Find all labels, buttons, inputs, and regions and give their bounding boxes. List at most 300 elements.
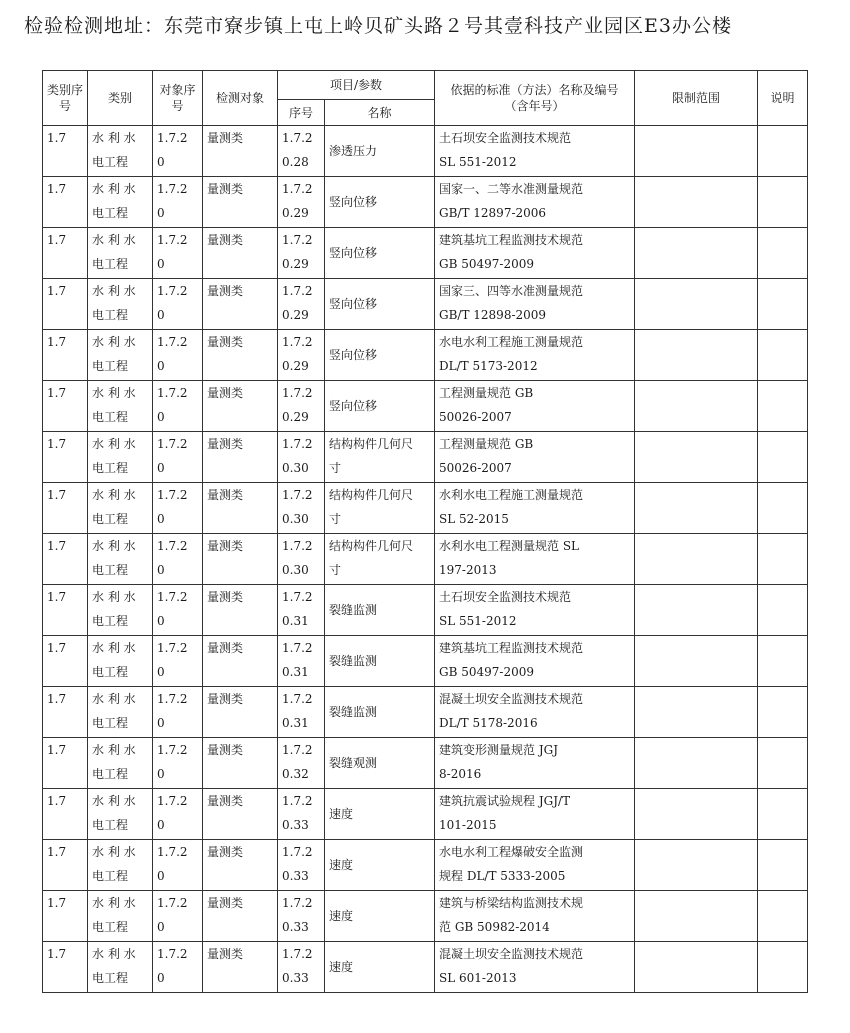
cell-line: 速度: [329, 960, 354, 974]
cell-line: 水 利 水: [92, 845, 136, 859]
object-no-cell: [153, 942, 203, 993]
cell-line: 水 利 水: [92, 488, 136, 502]
cell-line: 0.31: [282, 665, 309, 679]
cell-line: DL/T 5173-2012: [439, 359, 538, 373]
cell-line: 水 利 水: [92, 335, 136, 349]
cell-line: 1.7.2: [157, 947, 188, 961]
cell-line: 1.7.2: [157, 845, 188, 859]
header-object: 检测对象: [203, 71, 278, 126]
cell-line: 1.7.2: [282, 539, 313, 553]
cell-line: 1.7.2: [157, 233, 188, 247]
cell-line: 水利水电工程施工测量规范: [439, 488, 584, 502]
note-cell: [758, 891, 808, 942]
cell-line: 1.7: [47, 539, 67, 553]
item-no-cell: [278, 432, 325, 483]
cell-line: 量测类: [207, 437, 244, 451]
object-cell: [203, 534, 278, 585]
cell-line: 水 利 水: [92, 896, 136, 910]
note-cell: [758, 330, 808, 381]
table-row: [43, 228, 808, 279]
cell-line: 范 GB 50982-2014: [439, 920, 550, 934]
standard-cell: [435, 381, 635, 432]
table-row: [43, 330, 808, 381]
table-row: [43, 534, 808, 585]
cell-line: 水 利 水: [92, 743, 136, 757]
cell-line: 101-2015: [439, 818, 497, 832]
cell-line: 水电水利工程施工测量规范: [439, 335, 584, 349]
cell-line: 水 利 水: [92, 437, 136, 451]
cell-line: 0.30: [282, 461, 309, 475]
table-row: [43, 738, 808, 789]
cell-line: 竖向位移: [329, 195, 378, 209]
table-row: [43, 279, 808, 330]
note-cell: [758, 942, 808, 993]
table-row: [43, 381, 808, 432]
category-cell: [88, 636, 153, 687]
item-name-cell: [325, 228, 435, 279]
item-name-cell: [325, 789, 435, 840]
category-cell: [88, 177, 153, 228]
cell-line: 水 利 水: [92, 590, 136, 604]
object-no-cell: [153, 177, 203, 228]
cell-line: 0: [157, 920, 165, 934]
cell-line: 1.7.2: [282, 896, 313, 910]
cell-line: 0.32: [282, 767, 309, 781]
note-cell: [758, 126, 808, 177]
item-no-cell: [278, 942, 325, 993]
cell-line: 1.7.2: [157, 743, 188, 757]
cell-line: 电工程: [92, 257, 129, 271]
category-no-cell: [43, 228, 88, 279]
cell-line: 0: [157, 614, 165, 628]
cell-line: 裂缝观测: [329, 756, 378, 770]
cell-line: 结构构件几何尺: [329, 488, 414, 502]
cell-line: 0: [157, 359, 165, 373]
cell-line: 混凝土坝安全监测技术规范: [439, 947, 584, 961]
cell-line: 工程测量规范 GB: [439, 437, 534, 451]
object-cell: [203, 687, 278, 738]
cell-line: 1.7.2: [157, 896, 188, 910]
item-no-cell: [278, 687, 325, 738]
table-row: [43, 687, 808, 738]
category-cell: [88, 942, 153, 993]
category-cell: [88, 840, 153, 891]
note-cell: [758, 177, 808, 228]
category-no-cell: [43, 840, 88, 891]
cell-line: 0: [157, 818, 165, 832]
cell-line: 水 利 水: [92, 794, 136, 808]
cell-line: 0.29: [282, 308, 309, 322]
cell-line: GB/T 12897-2006: [439, 206, 547, 220]
cell-line: 水利水电工程测量规范 SL: [439, 539, 580, 553]
cell-line: 0.31: [282, 614, 309, 628]
object-cell: [203, 483, 278, 534]
cell-line: 建筑抗震试验规程 JGJ/T: [439, 794, 571, 808]
object-no-cell: [153, 687, 203, 738]
cell-line: 水 利 水: [92, 386, 136, 400]
object-no-cell: [153, 585, 203, 636]
cell-line: 量测类: [207, 539, 244, 553]
cell-line: 1.7: [47, 896, 67, 910]
object-no-cell: [153, 381, 203, 432]
cell-line: 0: [157, 257, 165, 271]
cell-line: 0.33: [282, 818, 309, 832]
object-no-cell: [153, 228, 203, 279]
cell-line: 1.7.2: [282, 233, 313, 247]
standard-cell: [435, 432, 635, 483]
item-no-cell: [278, 534, 325, 585]
object-no-cell: [153, 483, 203, 534]
cell-line: 水 利 水: [92, 947, 136, 961]
cell-line: 1.7: [47, 284, 67, 298]
table-row: [43, 891, 808, 942]
category-cell: [88, 891, 153, 942]
table-row: [43, 789, 808, 840]
cell-line: 0: [157, 461, 165, 475]
category-cell: [88, 738, 153, 789]
cell-line: 竖向位移: [329, 348, 378, 362]
cell-line: 1.7: [47, 845, 67, 859]
cell-line: 量测类: [207, 233, 244, 247]
cell-line: 竖向位移: [329, 399, 378, 413]
limit-cell: [635, 330, 758, 381]
standard-cell: [435, 789, 635, 840]
cell-line: 竖向位移: [329, 297, 378, 311]
standard-cell: [435, 279, 635, 330]
item-name-cell: [325, 840, 435, 891]
cell-line: 工程测量规范 GB: [439, 386, 534, 400]
cell-line: 渗透压力: [329, 144, 378, 158]
cell-line: 量测类: [207, 794, 244, 808]
header-category: 类别: [88, 71, 153, 126]
cell-line: 水电水利工程爆破安全监测: [439, 845, 584, 859]
standard-cell: [435, 585, 635, 636]
object-cell: [203, 126, 278, 177]
object-cell: [203, 942, 278, 993]
cell-line: 量测类: [207, 131, 244, 145]
header-object-no: 对象序号: [153, 71, 203, 126]
object-cell: [203, 381, 278, 432]
item-no-cell: [278, 738, 325, 789]
table-row: [43, 942, 808, 993]
cell-line: 1.7.2: [282, 386, 313, 400]
cell-line: 电工程: [92, 818, 129, 832]
cell-line: 1.7: [47, 488, 67, 502]
item-no-cell: [278, 126, 325, 177]
object-no-cell: [153, 432, 203, 483]
item-name-cell: [325, 381, 435, 432]
cell-line: 1.7: [47, 335, 67, 349]
note-cell: [758, 840, 808, 891]
item-no-cell: [278, 228, 325, 279]
cell-line: 0: [157, 155, 165, 169]
standard-cell: [435, 636, 635, 687]
cell-line: 1.7.2: [157, 386, 188, 400]
limit-cell: [635, 381, 758, 432]
cell-line: 1.7: [47, 947, 67, 961]
cell-line: 1.7.2: [282, 284, 313, 298]
cell-line: 1.7.2: [282, 335, 313, 349]
standard-cell: [435, 891, 635, 942]
category-cell: [88, 789, 153, 840]
cell-line: 1.7.2: [157, 131, 188, 145]
cell-line: 1.7.2: [282, 182, 313, 196]
cell-line: 混凝土坝安全监测技术规范: [439, 692, 584, 706]
header-note: 说明: [758, 71, 808, 126]
cell-line: 1.7.2: [157, 539, 188, 553]
cell-line: GB 50497-2009: [439, 257, 535, 271]
limit-cell: [635, 483, 758, 534]
category-no-cell: [43, 585, 88, 636]
cell-line: 电工程: [92, 461, 129, 475]
cell-line: 1.7: [47, 131, 67, 145]
object-no-cell: [153, 534, 203, 585]
category-cell: [88, 279, 153, 330]
header-category-no: 类别序号: [43, 71, 88, 126]
cell-line: 电工程: [92, 920, 129, 934]
cell-line: 1.7: [47, 641, 67, 655]
cell-line: 0.29: [282, 257, 309, 271]
cell-line: 水 利 水: [92, 539, 136, 553]
cell-line: 50026-2007: [439, 461, 512, 475]
cell-line: 1.7: [47, 233, 67, 247]
note-cell: [758, 483, 808, 534]
item-name-cell: [325, 483, 435, 534]
table-row: [43, 840, 808, 891]
cell-line: 量测类: [207, 182, 244, 196]
cell-line: 0: [157, 410, 165, 424]
item-name-cell: [325, 534, 435, 585]
qualification-table: [42, 70, 808, 993]
object-cell: [203, 789, 278, 840]
cell-line: SL 601-2013: [439, 971, 517, 985]
cell-line: 1.7.2: [157, 182, 188, 196]
item-no-cell: [278, 840, 325, 891]
cell-line: 电工程: [92, 563, 129, 577]
item-name-cell: [325, 891, 435, 942]
cell-line: 0.30: [282, 512, 309, 526]
cell-line: 量测类: [207, 641, 244, 655]
category-cell: [88, 483, 153, 534]
table-row: [43, 585, 808, 636]
category-cell: [88, 126, 153, 177]
cell-line: 1.7: [47, 590, 67, 604]
cell-line: 1.7.2: [282, 131, 313, 145]
item-no-cell: [278, 891, 325, 942]
item-name-cell: [325, 585, 435, 636]
category-no-cell: [43, 483, 88, 534]
cell-line: 水 利 水: [92, 284, 136, 298]
category-no-cell: [43, 330, 88, 381]
object-cell: [203, 585, 278, 636]
category-no-cell: [43, 279, 88, 330]
limit-cell: [635, 840, 758, 891]
cell-line: 水 利 水: [92, 131, 136, 145]
cell-line: 0: [157, 563, 165, 577]
category-no-cell: [43, 534, 88, 585]
cell-line: 1.7.2: [282, 947, 313, 961]
note-cell: [758, 585, 808, 636]
object-cell: [203, 738, 278, 789]
object-no-cell: [153, 330, 203, 381]
category-no-cell: [43, 432, 88, 483]
category-no-cell: [43, 789, 88, 840]
cell-line: 裂缝监测: [329, 603, 378, 617]
cell-line: 1.7.2: [157, 590, 188, 604]
cell-line: 电工程: [92, 155, 129, 169]
cell-line: 197-2013: [439, 563, 497, 577]
cell-line: GB 50497-2009: [439, 665, 535, 679]
cell-line: 0.29: [282, 410, 309, 424]
note-cell: [758, 738, 808, 789]
item-name-cell: [325, 279, 435, 330]
category-no-cell: [43, 381, 88, 432]
limit-cell: [635, 279, 758, 330]
cell-line: 电工程: [92, 614, 129, 628]
header-standard: 依据的标准（方法）名称及编号（含年号）: [435, 71, 635, 126]
cell-line: 寸: [329, 512, 342, 526]
note-cell: [758, 636, 808, 687]
item-name-cell: [325, 687, 435, 738]
cell-line: 1.7.2: [157, 335, 188, 349]
cell-line: 量测类: [207, 335, 244, 349]
page-title: 检验检测地址：东莞市寮步镇上屯上岭贝矿头路２号其壹科技产业园区E3办公楼: [24, 15, 732, 37]
item-name-cell: [325, 738, 435, 789]
limit-cell: [635, 636, 758, 687]
limit-cell: [635, 738, 758, 789]
cell-line: 电工程: [92, 308, 129, 322]
cell-line: 0.28: [282, 155, 309, 169]
standard-cell: [435, 126, 635, 177]
cell-line: 电工程: [92, 512, 129, 526]
standard-cell: [435, 687, 635, 738]
note-cell: [758, 228, 808, 279]
limit-cell: [635, 585, 758, 636]
standard-cell: [435, 738, 635, 789]
category-no-cell: [43, 687, 88, 738]
cell-line: 1.7.2: [282, 743, 313, 757]
cell-line: 50026-2007: [439, 410, 512, 424]
header-item-name: 名称: [325, 100, 435, 126]
cell-line: 1.7.2: [282, 692, 313, 706]
cell-line: 速度: [329, 858, 354, 872]
cell-line: 0: [157, 869, 165, 883]
object-no-cell: [153, 840, 203, 891]
object-no-cell: [153, 738, 203, 789]
object-no-cell: [153, 279, 203, 330]
cell-line: 1.7.2: [157, 794, 188, 808]
cell-line: 1.7: [47, 794, 67, 808]
cell-line: 量测类: [207, 284, 244, 298]
standard-cell: [435, 840, 635, 891]
limit-cell: [635, 942, 758, 993]
object-cell: [203, 891, 278, 942]
category-no-cell: [43, 891, 88, 942]
category-cell: [88, 534, 153, 585]
category-no-cell: [43, 942, 88, 993]
note-cell: [758, 534, 808, 585]
cell-line: 8-2016: [439, 767, 482, 781]
cell-line: 规程 DL/T 5333-2005: [439, 869, 566, 883]
cell-line: 水 利 水: [92, 641, 136, 655]
cell-line: 电工程: [92, 767, 129, 781]
category-cell: [88, 381, 153, 432]
table-row: [43, 126, 808, 177]
object-cell: [203, 330, 278, 381]
cell-line: 0: [157, 665, 165, 679]
cell-line: 量测类: [207, 947, 244, 961]
cell-line: 国家一、二等水准测量规范: [439, 182, 584, 196]
cell-line: 土石坝安全监测技术规范: [439, 131, 572, 145]
cell-line: 电工程: [92, 665, 129, 679]
cell-line: DL/T 5178-2016: [439, 716, 538, 730]
category-cell: [88, 330, 153, 381]
cell-line: 0.30: [282, 563, 309, 577]
cell-line: 寸: [329, 461, 342, 475]
item-no-cell: [278, 381, 325, 432]
object-no-cell: [153, 789, 203, 840]
object-no-cell: [153, 126, 203, 177]
cell-line: 1.7: [47, 437, 67, 451]
cell-line: 竖向位移: [329, 246, 378, 260]
cell-line: 速度: [329, 909, 354, 923]
item-no-cell: [278, 177, 325, 228]
cell-line: 电工程: [92, 971, 129, 985]
cell-line: 0.33: [282, 971, 309, 985]
cell-line: 水 利 水: [92, 182, 136, 196]
standard-cell: [435, 534, 635, 585]
header-item-param: 项目/参数: [278, 71, 435, 100]
item-no-cell: [278, 330, 325, 381]
header-item-no: 序号: [278, 100, 325, 126]
limit-cell: [635, 891, 758, 942]
limit-cell: [635, 687, 758, 738]
cell-line: 1.7.2: [282, 794, 313, 808]
cell-line: 建筑基坑工程监测技术规范: [439, 233, 584, 247]
cell-line: 速度: [329, 807, 354, 821]
cell-line: 电工程: [92, 206, 129, 220]
cell-line: 建筑基坑工程监测技术规范: [439, 641, 584, 655]
cell-line: 量测类: [207, 386, 244, 400]
item-no-cell: [278, 279, 325, 330]
limit-cell: [635, 534, 758, 585]
note-cell: [758, 687, 808, 738]
cell-line: 0: [157, 308, 165, 322]
cell-line: 0.29: [282, 206, 309, 220]
table-row: [43, 177, 808, 228]
item-name-cell: [325, 177, 435, 228]
note-cell: [758, 432, 808, 483]
category-no-cell: [43, 126, 88, 177]
cell-line: 1.7.2: [282, 488, 313, 502]
limit-cell: [635, 126, 758, 177]
cell-line: 裂缝监测: [329, 654, 378, 668]
item-no-cell: [278, 483, 325, 534]
item-name-cell: [325, 942, 435, 993]
cell-line: SL 52-2015: [439, 512, 509, 526]
cell-line: GB/T 12898-2009: [439, 308, 547, 322]
note-cell: [758, 381, 808, 432]
item-no-cell: [278, 636, 325, 687]
cell-line: 0: [157, 716, 165, 730]
cell-line: 0.33: [282, 869, 309, 883]
item-name-cell: [325, 330, 435, 381]
cell-line: 结构构件几何尺: [329, 437, 414, 451]
cell-line: 0.29: [282, 359, 309, 373]
cell-line: 国家三、四等水准测量规范: [439, 284, 584, 298]
standard-cell: [435, 942, 635, 993]
standard-cell: [435, 228, 635, 279]
